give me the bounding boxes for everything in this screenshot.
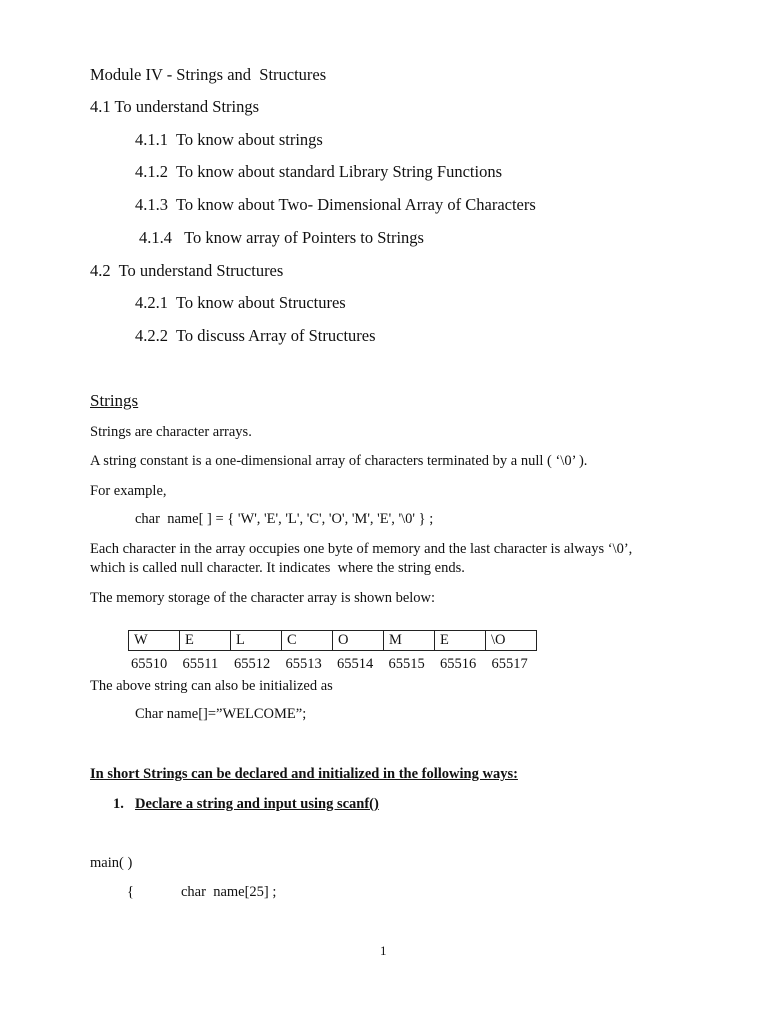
memory-address: 65510 [131, 656, 168, 672]
memory-address: 65512 [234, 656, 271, 672]
list-item-1-text: Declare a string and input using scanf() [135, 796, 379, 812]
code-example-2: Char name[]=”WELCOME”; [135, 706, 307, 722]
short-heading: In short Strings can be declared and initialized in the following ways: [90, 766, 518, 782]
memory-cell: \O [486, 631, 537, 651]
paragraph-3: For example, [90, 483, 167, 499]
memory-address-row [131, 656, 543, 673]
paragraph-6: The above string can also be initialized as [90, 678, 333, 694]
toc-4-1-4: 4.1.4 To know array of Pointers to Strings [139, 228, 424, 247]
code-example-1: char name[ ] = { 'W', 'E', 'L', 'C', 'O', 'M', 'E', '\0' } ; [135, 511, 434, 527]
memory-table [128, 630, 537, 651]
memory-cell: O [333, 631, 384, 651]
memory-address: 65517 [491, 656, 528, 672]
code-main: main( ) [90, 855, 133, 871]
list-item-1-number: 1. [113, 796, 124, 812]
memory-address: 65515 [388, 656, 425, 672]
toc-4-2-1: 4.2.1 To know about Structures [135, 293, 346, 312]
memory-address: 65516 [440, 656, 477, 672]
page-number: 1 [380, 943, 387, 958]
paragraph-2: A string constant is a one-dimensional array of characters terminated by a null ( ‘\0’ ). [90, 453, 588, 469]
paragraph-4-line-1: Each character in the array occupies one byte of memory and the last character is always ‘\0’, [90, 541, 633, 557]
memory-cell: L [231, 631, 282, 651]
memory-cell: M [384, 631, 435, 651]
toc-4-2-2: 4.2.2 To discuss Array of Structures [135, 326, 376, 345]
memory-row [129, 631, 537, 651]
toc-4-1: 4.1 To understand Strings [90, 97, 260, 116]
toc-4-1-1: 4.1.1 To know about strings [135, 130, 323, 149]
memory-cell: E [180, 631, 231, 651]
memory-address: 65514 [337, 656, 374, 672]
module-title: Module IV - Strings and Structures [90, 65, 327, 84]
code-open-brace: { [127, 884, 134, 900]
paragraph-5: The memory storage of the character array is shown below: [90, 590, 436, 606]
toc-4-1-2: 4.1.2 To know about standard Library String Functions [135, 162, 503, 181]
toc-4-1-3: 4.1.3 To know about Two- Dimensional Array of Characters [135, 195, 536, 214]
strings-heading: Strings [90, 391, 139, 410]
memory-cell: W [129, 631, 180, 651]
paragraph-4-line-2: which is called null character. It indicates where the string ends. [90, 560, 465, 576]
memory-cell: E [435, 631, 486, 651]
memory-address: 65511 [182, 656, 219, 672]
memory-cell: C [282, 631, 333, 651]
paragraph-1: Strings are character arrays. [90, 424, 252, 440]
code-declaration: char name[25] ; [181, 884, 277, 900]
toc-4-2: 4.2 To understand Structures [90, 261, 284, 280]
memory-address: 65513 [285, 656, 322, 672]
